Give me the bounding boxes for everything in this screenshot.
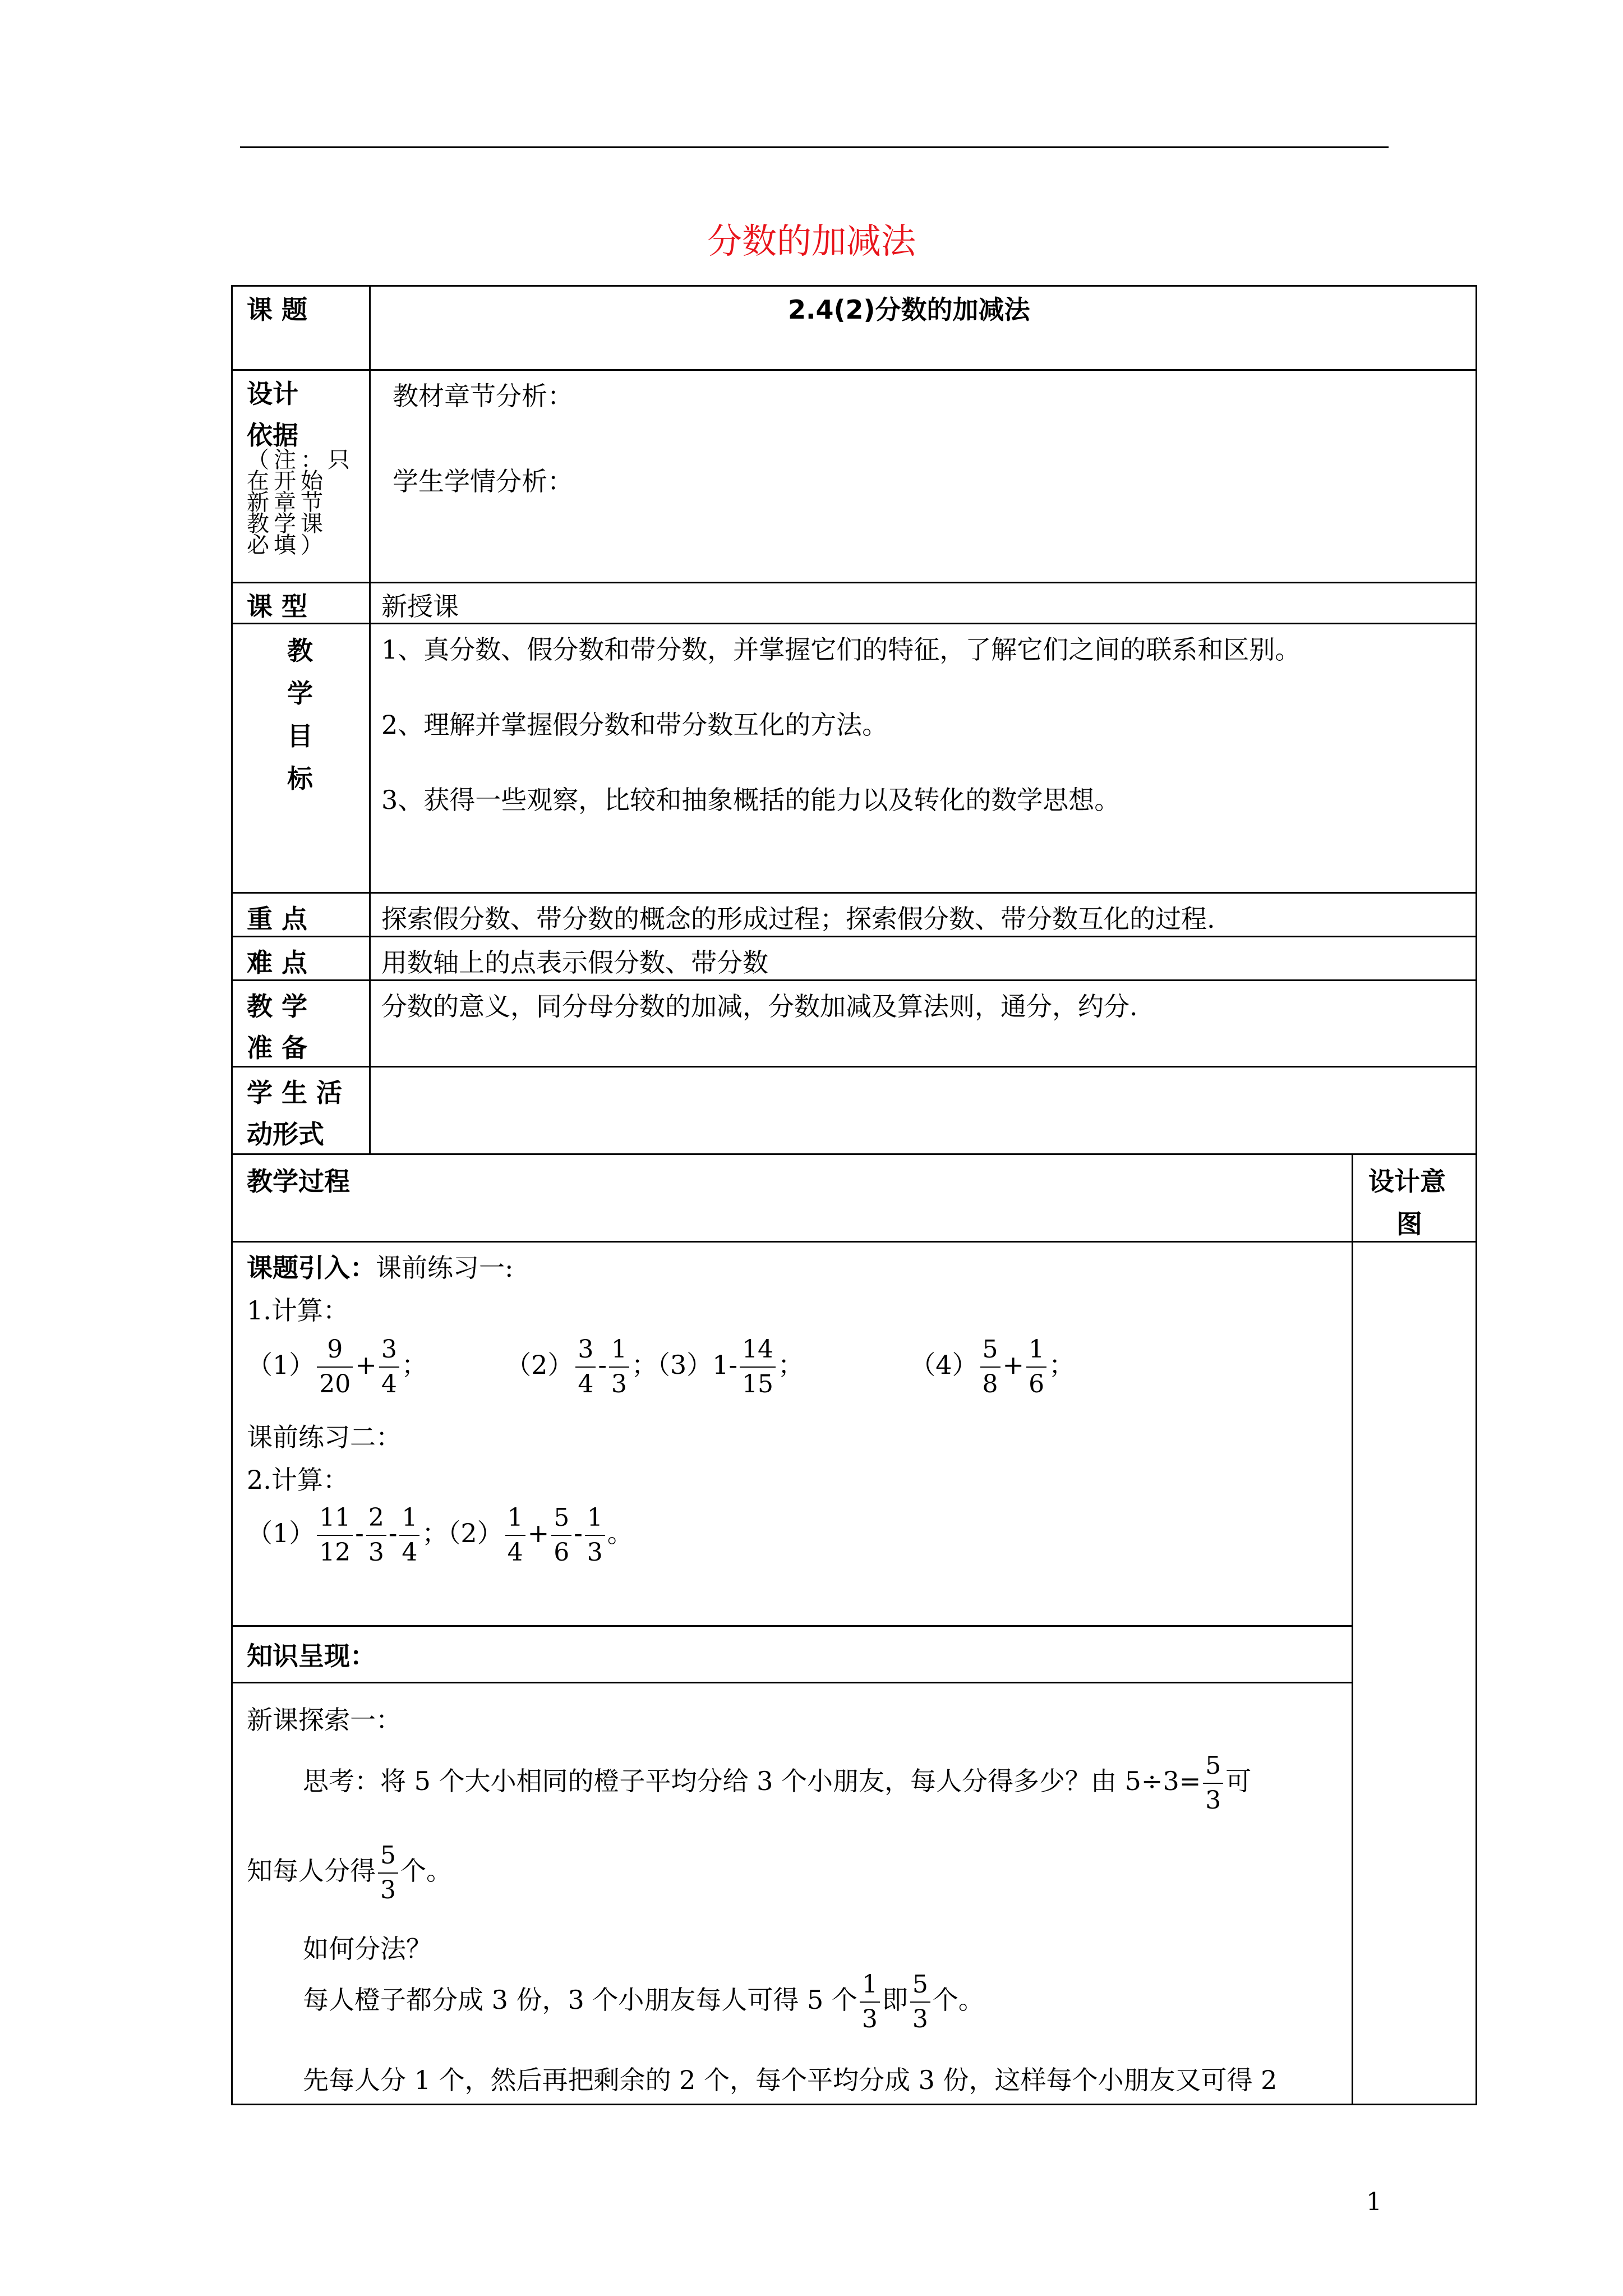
topic-value: 2.4(2)分数的加减法	[788, 295, 1030, 325]
knowledge-explore: 新课探索一：	[247, 1705, 402, 1735]
basis-item-textbook: 教材章节分析：	[393, 381, 573, 411]
knowledge-heading: 知识呈现：	[247, 1641, 376, 1671]
key-label: 重 点	[247, 904, 308, 934]
practice-2-problems: （1） $\frac{11}{12}$ - $\frac{2}{3}$ - $\frac{1}{4}$ ；（2） $\frac{1}{4}$ + $\frac{5}{6}$ - $\frac{1}{3}$ 。	[247, 1501, 633, 1570]
topic-label: 课 题	[247, 295, 308, 325]
basis-note-3: 新章节	[247, 490, 328, 516]
fraction: $\frac{3}{4}$	[379, 1333, 399, 1401]
intro-practice-1: 课前练习一:	[376, 1253, 514, 1283]
basis-label-1: 设计	[247, 379, 298, 409]
fraction: $\frac{11}{12}$	[317, 1501, 353, 1570]
basis-item-students: 学生学情分析：	[393, 466, 573, 496]
basis-note-1: （注：只	[247, 447, 354, 473]
prep-value: 分数的意义，同分母分数的加减，分数加减及算法则，通分，约分.	[381, 991, 1138, 1022]
fraction: $\frac{1}{3}$	[860, 1968, 880, 2036]
intro-practice-2: 课前练习二：	[247, 1422, 402, 1452]
fraction: $\frac{14}{15}$	[740, 1333, 776, 1401]
prep-label-1: 教 学	[247, 991, 308, 1022]
intro-heading-line	[247, 1248, 514, 1285]
fraction: $\frac{1}{4}$	[399, 1501, 419, 1570]
basis-note-2: 在开始	[247, 468, 328, 494]
basis-note-5: 必填）	[247, 532, 328, 558]
difficulty-value: 用数轴上的点表示假分数、带分数	[381, 947, 768, 978]
objectives-label-2: 学	[287, 678, 313, 708]
intro-q2: 2.计算：	[247, 1465, 349, 1495]
practice-1-problems: （1） $\frac{9}{20}$ + $\frac{3}{4}$ ； （2） $\frac{3}{4}$ - $\frac{1}{3}$ ；（3）1- $\frac{14}{15}$ ； （4） $\frac{5}{8}$ + $\frac{1}{6}$ ；	[247, 1333, 1075, 1401]
objectives-label-3: 目	[287, 721, 313, 751]
activity-label-1: 学 生 活	[247, 1078, 343, 1108]
fraction: $\frac{5}{6}$	[551, 1501, 571, 1570]
fraction: $\frac{9}{20}$	[317, 1333, 353, 1401]
fraction: $\frac{5}{3}$	[910, 1968, 930, 2036]
first-line: 先每人分 1 个，然后再把剩余的 2 个，每个平均分成 3 份，这样每个小朋友又可得 2	[303, 2065, 1278, 2095]
objectives-label-4: 标	[287, 763, 313, 794]
think-line-1: 思考：将 5 个大小相同的橙子平均分给 3 个小朋友，每人分得多少？由 5÷3= $\frac{5}{3}$ 可	[303, 1749, 1251, 1818]
intent-label-2: 图	[1396, 1209, 1422, 1239]
header-rule	[240, 146, 1389, 148]
fraction: $\frac{3}{4}$	[575, 1333, 596, 1401]
how-to-divide: 如何分法？	[303, 1934, 432, 1964]
fraction: $\frac{1}{3}$	[609, 1333, 629, 1401]
intro-heading: 课题引入：	[247, 1253, 376, 1283]
fraction: $\frac{5}{8}$	[980, 1333, 1000, 1401]
objective-3: 3、获得一些观察，比较和抽象概括的能力以及转化的数学思想。	[381, 785, 1121, 815]
fraction: $\frac{5}{3}$	[378, 1839, 398, 1907]
prep-label-2: 准 备	[247, 1033, 308, 1063]
objective-2: 2、理解并掌握假分数和带分数互化的方法。	[381, 710, 888, 740]
fraction: $\frac{5}{3}$	[1203, 1749, 1223, 1818]
fraction: $\frac{2}{3}$	[366, 1501, 386, 1570]
intent-label-1: 设计意	[1368, 1166, 1446, 1197]
page-number: 1	[1366, 2188, 1382, 2216]
type-value: 新授课	[381, 591, 459, 622]
intro-q1: 1.计算：	[247, 1295, 349, 1326]
fraction: $\frac{1}{3}$	[585, 1501, 605, 1570]
key-value: 探索假分数、带分数的概念的形成过程；探索假分数、带分数互化的过程.	[381, 904, 1215, 934]
fraction: $\frac{1}{6}$	[1026, 1333, 1046, 1401]
basis-note-4: 教学课	[247, 511, 328, 537]
activity-label-2: 动形式	[247, 1119, 324, 1149]
think-line-2: 知每人分得 $\frac{5}{3}$ 个。	[247, 1839, 452, 1907]
basis-label-2: 依据	[247, 420, 298, 450]
fraction: $\frac{1}{4}$	[505, 1501, 525, 1570]
document-title: 分数的加减法	[707, 220, 916, 261]
process-label: 教学过程	[247, 1166, 350, 1197]
each-line: 每人橙子都分成 3 份，3 个小朋友每人可得 5 个 $\frac{1}{3}$ 即 $\frac{5}{3}$ 个。	[303, 1968, 984, 2036]
type-label: 课 型	[247, 591, 308, 622]
objectives-label-1: 教	[287, 636, 313, 666]
objective-1: 1、真分数、假分数和带分数，并掌握它们的特征，了解它们之间的联系和区别。	[381, 634, 1301, 665]
difficulty-label: 难 点	[247, 947, 308, 978]
